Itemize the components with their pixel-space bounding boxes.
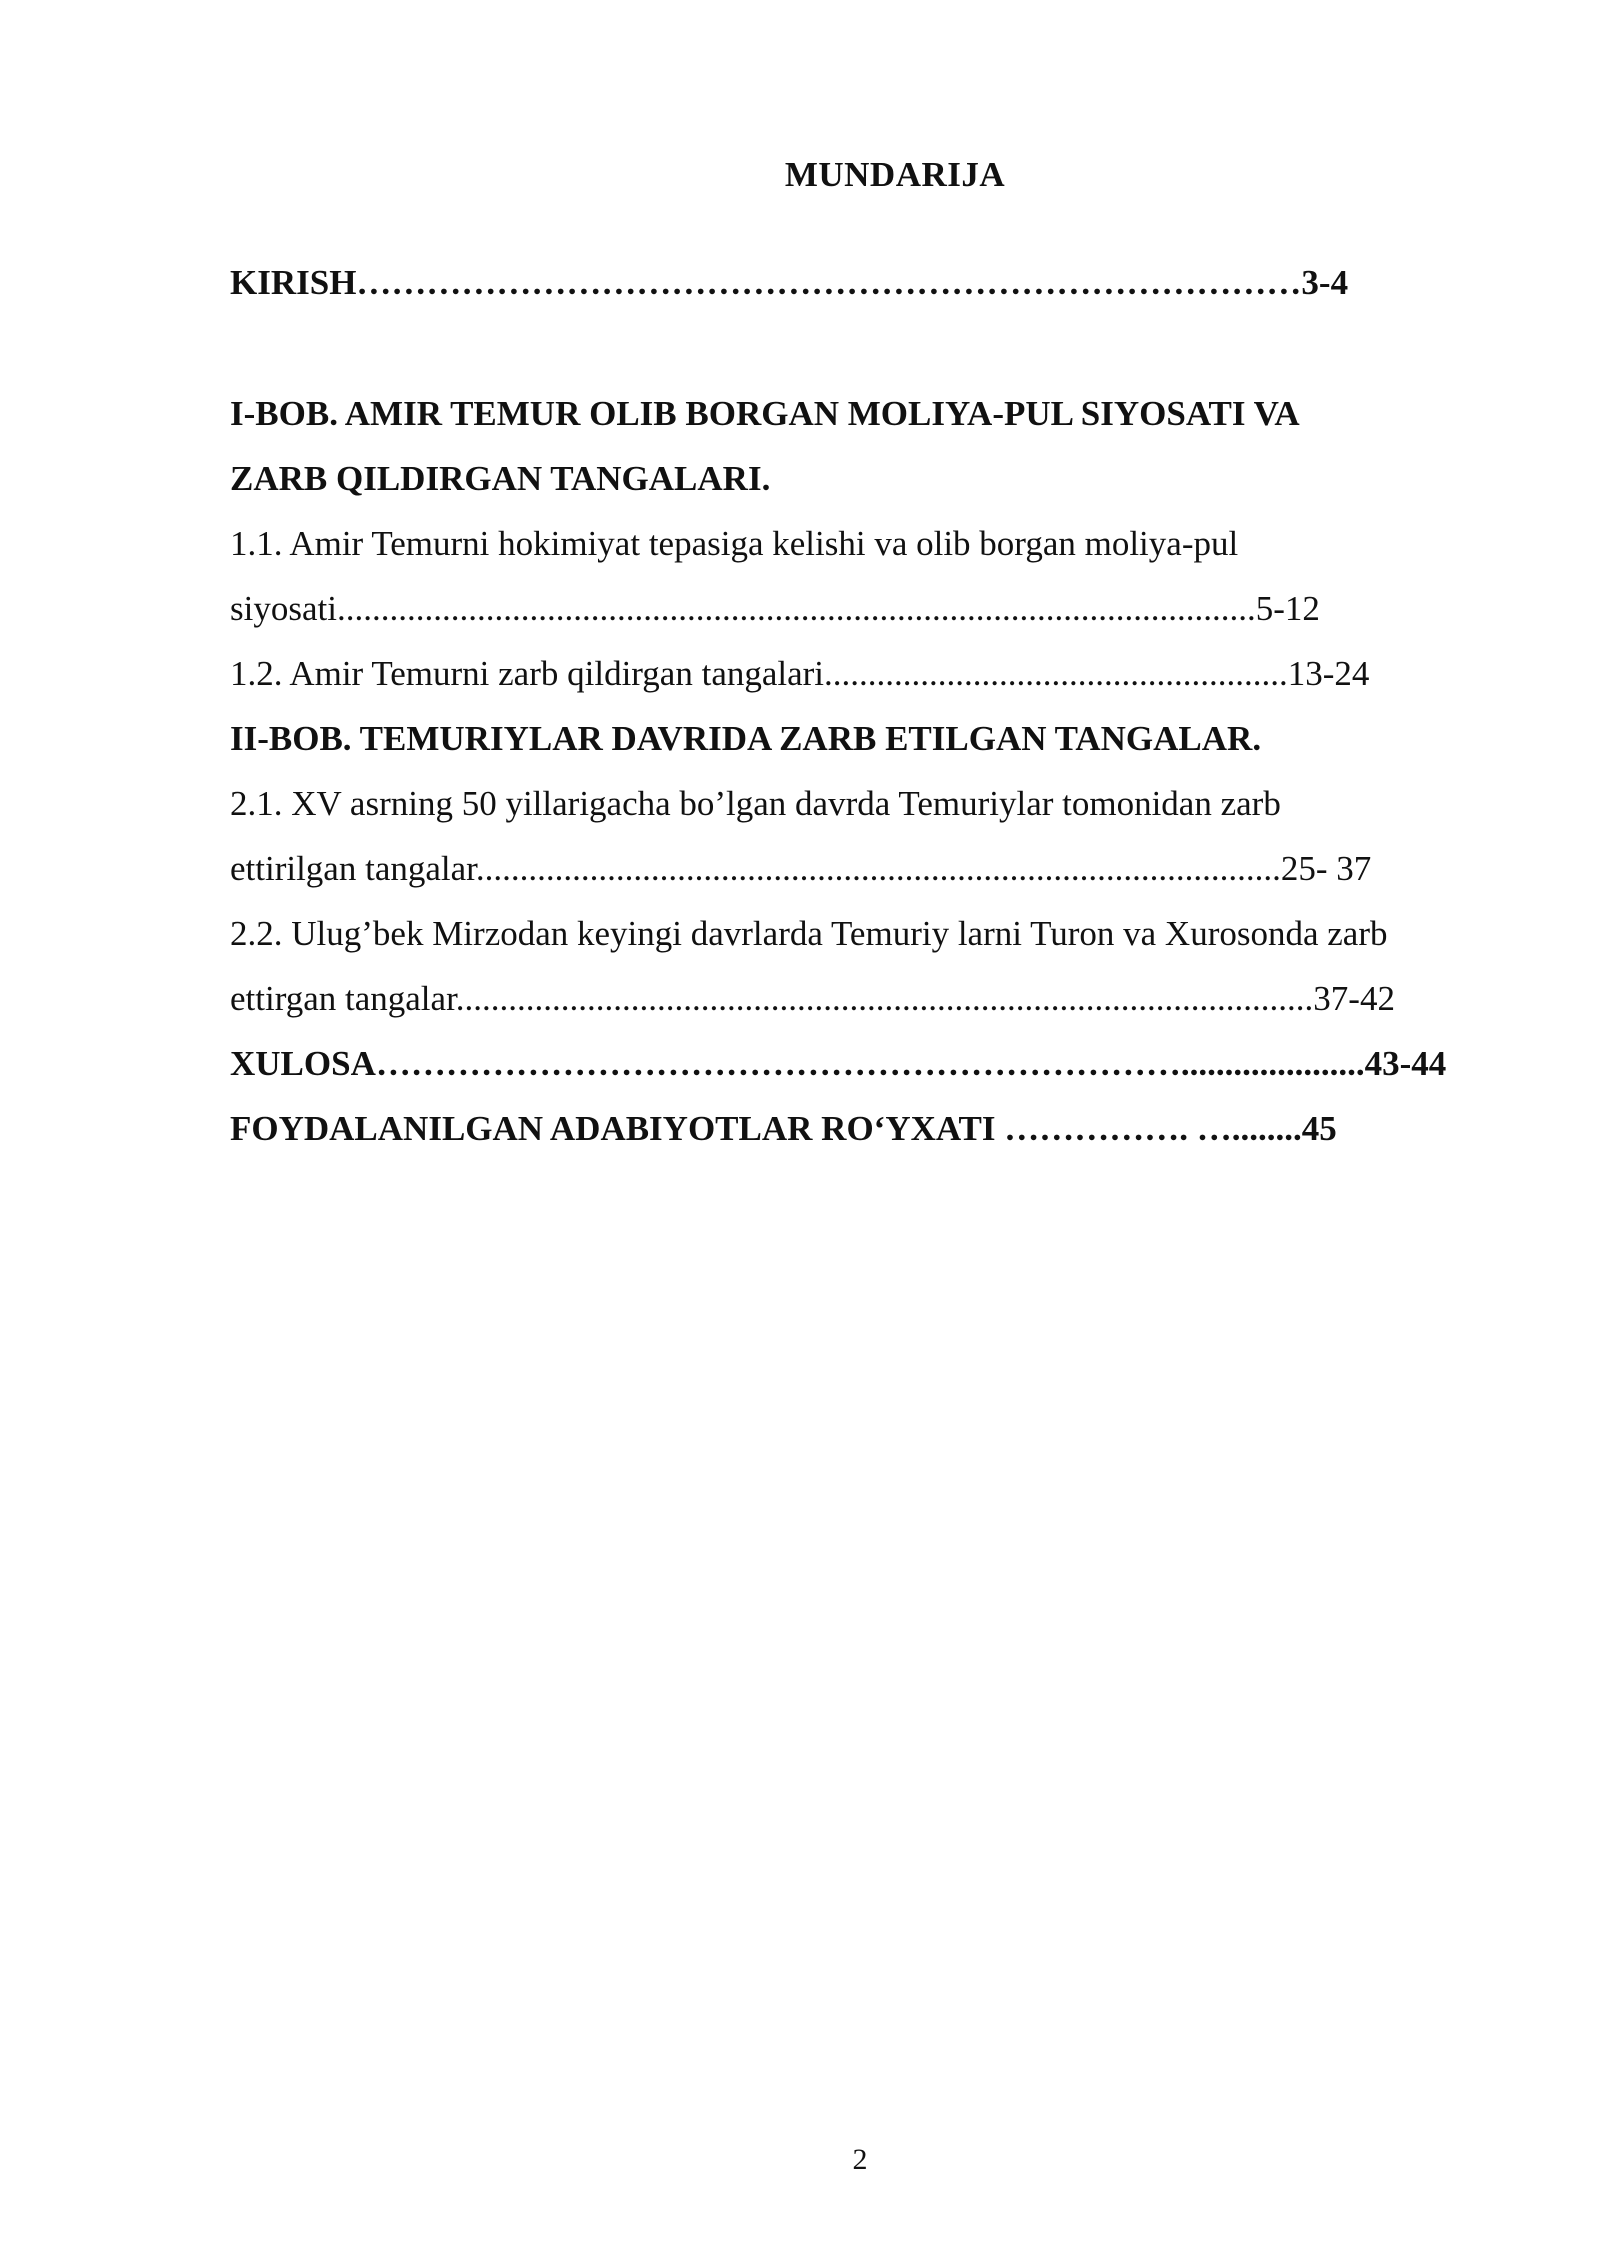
toc-section-2-1-line-1: 2.1. XV asrning 50 yillarigacha bo’lgan davrda Temuriylar tomonidan zarb <box>230 784 1281 823</box>
toc-section-1-1-line-2: siyosati.........................................................................................................5-12 <box>230 589 1320 628</box>
toc-section-2-2-line-1: 2.2. Ulug’bek Mirzodan keyingi davrlarda Temuriy larni Turon va Xurosonda zarb <box>230 914 1388 953</box>
toc-entry-bibliography: FOYDALANILGAN ADABIYOTLAR RO‘YXATI ……………. …........45 <box>230 1109 1337 1148</box>
toc-entry-xulosa: XULOSA…………………………………………………………….....................43-44 <box>230 1044 1447 1083</box>
toc-section-2-2-line-2: ettirgan tangalar..................................................................................................37-42 <box>230 979 1395 1018</box>
page-number: 2 <box>852 2143 868 2176</box>
toc-section-1-1-line-1: 1.1. Amir Temurni hokimiyat tepasiga kelishi va olib borgan moliya-pul <box>230 524 1239 563</box>
toc-entry-kirish: KIRISH………………………………………………………………………3-4 <box>230 263 1349 302</box>
toc-chapter-1-line-2: ZARB QILDIRGAN TANGALARI. <box>230 459 771 498</box>
toc-chapter-2: II-BOB. TEMURIYLAR DAVRIDA ZARB ETILGAN TANGALAR. <box>230 719 1262 758</box>
toc-section-2-1-line-2: ettirilgan tangalar............................................................................................25- 37 <box>230 849 1372 888</box>
toc-chapter-1-line-1: I-BOB. AMIR TEMUR OLIB BORGAN MOLIYA-PUL SIYOSATI VA <box>230 394 1300 433</box>
toc-title: MUNDARIJA <box>784 155 1006 194</box>
toc-section-1-2: 1.2. Amir Temurni zarb qildirgan tangalari.....................................................13-24 <box>230 654 1370 693</box>
